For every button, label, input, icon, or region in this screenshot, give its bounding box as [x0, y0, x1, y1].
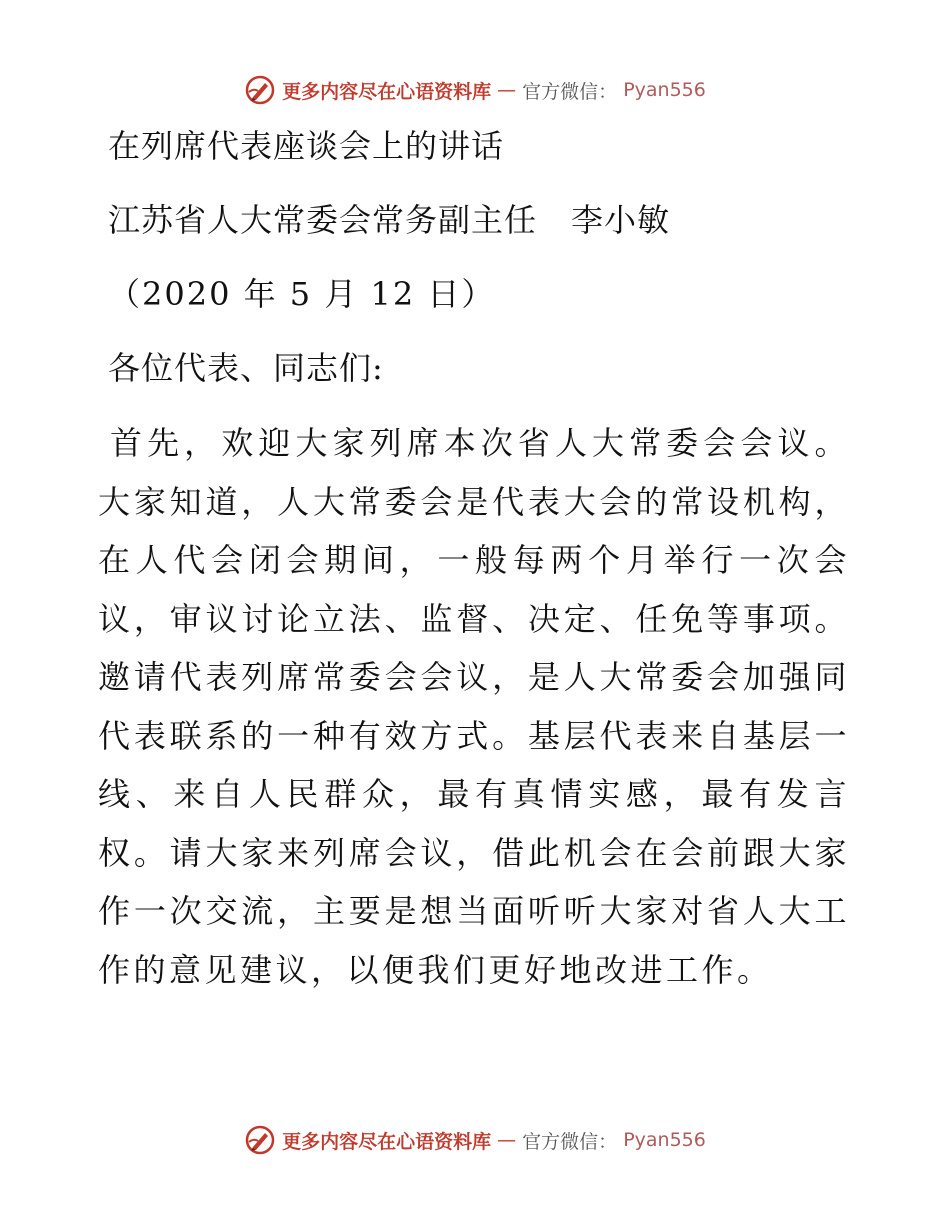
speech-date: （2020 年 5 月 12 日） — [108, 275, 496, 313]
header-watermark — [0, 70, 950, 110]
watermark-separator: — — [497, 79, 517, 101]
watermark-wechat-id: Pyan556 — [623, 1129, 706, 1151]
speech-title: 在列席代表座谈会上的讲话 — [108, 127, 505, 165]
watermark-wechat-id: Pyan556 — [623, 79, 706, 101]
watermark-wechat-label: 官方微信： — [522, 80, 618, 103]
footer-watermark — [0, 1120, 950, 1160]
watermark-text: 更多内容尽在心语资料库 — [282, 1130, 492, 1153]
body-paragraph: 首先，欢迎大家列席本次省人大常委会会议。大家知道，人大常委会是代表大会的常设机构，在人代会闭会期间，一般每两个月举行一次会议，审议讨论立法、监督、决定、任免等事项。邀请代表列席常委会会议，是人大常委会加强同代表联系的一种有效方式。基层代表来自基层一线、来自人民群众，最有真情实感，最有发言权。请大家来列席会议，借此机会在会前跟大家作一次交流，主要是想当面听听大家对省人大工作的意见建议，以便我们更好地改进工作。 — [98, 424, 850, 989]
pen-logo-icon — [244, 1124, 276, 1156]
pen-logo-icon — [244, 74, 276, 106]
watermark-text: 更多内容尽在心语资料库 — [282, 80, 492, 103]
author-line — [108, 196, 858, 244]
author-name: 李小敏 — [571, 201, 671, 239]
document-body — [98, 122, 858, 999]
greeting: 各位代表、同志们: — [108, 349, 384, 387]
watermark-wechat-label: 官方微信： — [522, 1130, 618, 1153]
watermark-separator: — — [497, 1129, 517, 1151]
author-title: 江苏省人大常委会常务副主任 — [108, 201, 538, 239]
